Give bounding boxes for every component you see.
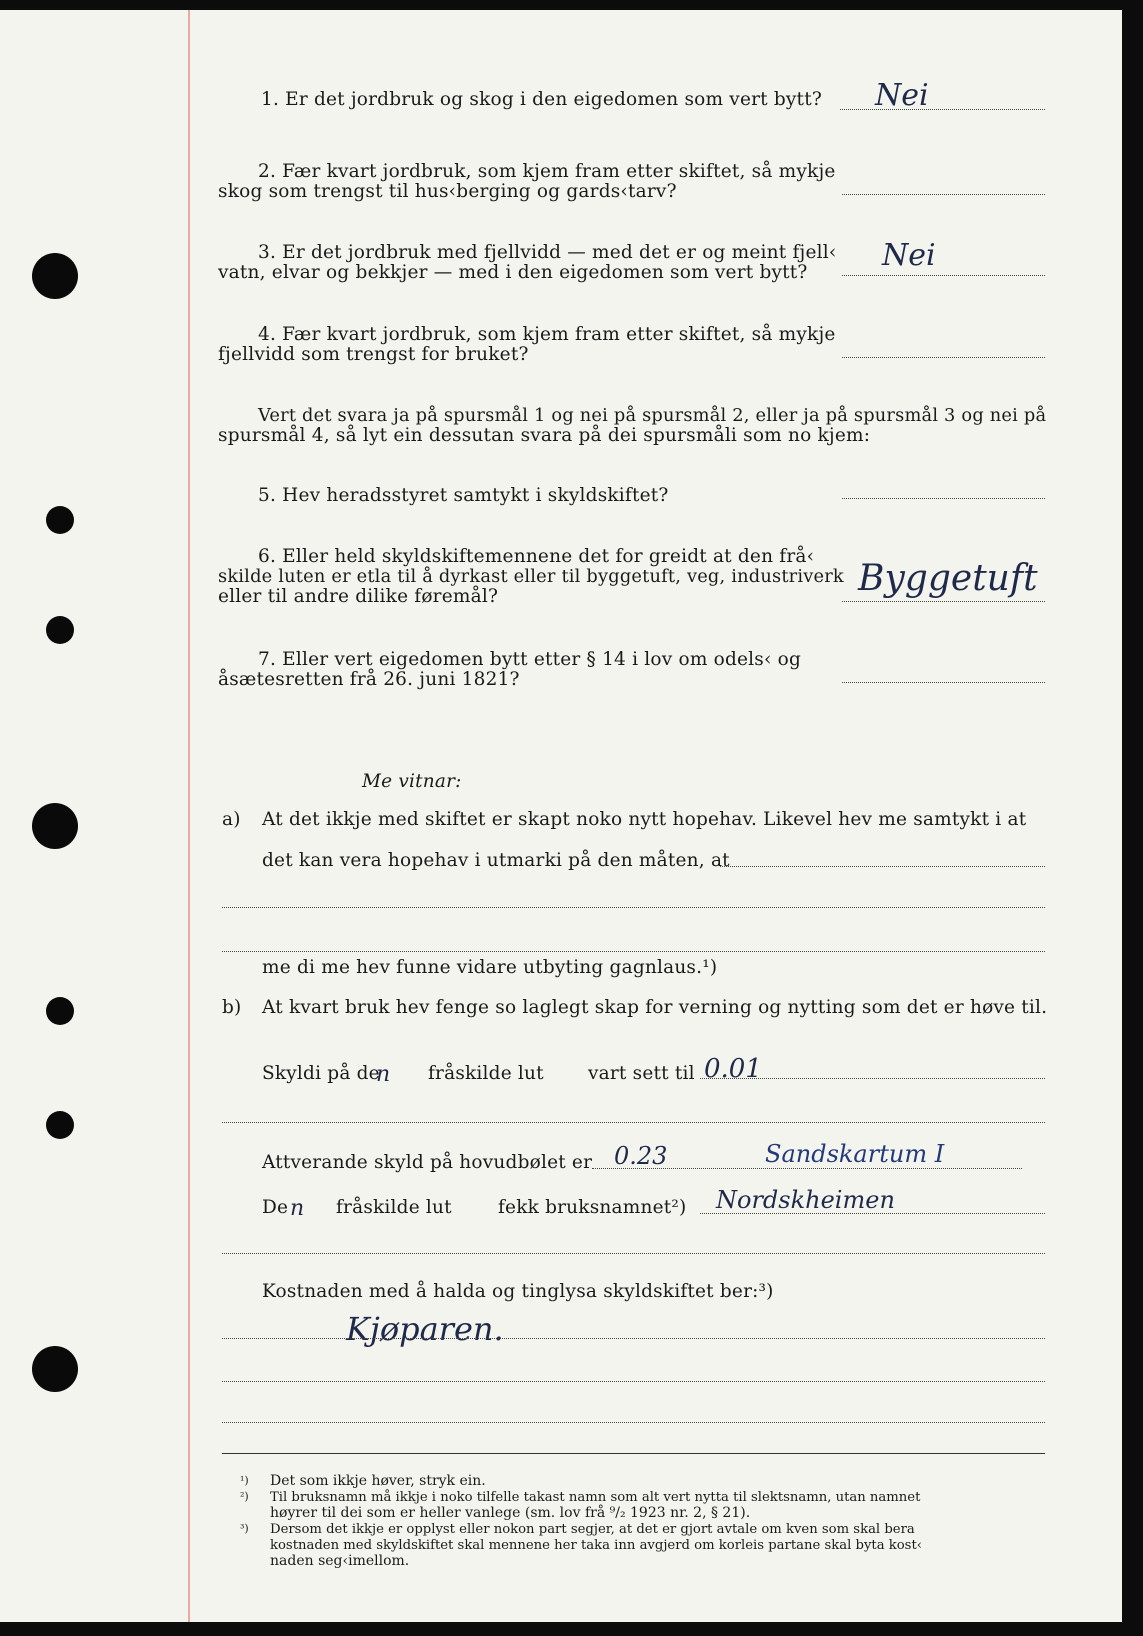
bruksnamn-middle: fråskilde lut <box>336 1197 452 1218</box>
item-a-line-3: me di me hev funne vidare utbyting gagnlaus.¹) <box>262 957 718 978</box>
skyld-prefix: Skyldi på de <box>262 1063 380 1084</box>
binder-hole <box>32 803 78 849</box>
question-5: 5. Hev heradsstyret samtykt i skyldskiftet? <box>258 485 669 506</box>
footnote-separator <box>222 1453 1045 1454</box>
skyld-suffix-handwritten: n <box>376 1062 391 1087</box>
answer-line-4 <box>842 357 1045 358</box>
item-a-line-1: At det ikkje med skiftet er skapt noko nytt hopehav. Likevel hev me samtykt i at <box>262 809 1027 830</box>
question-7-line-1: 7. Eller vert eigedomen bytt etter § 14 i lov om odels‹ og <box>258 649 802 670</box>
question-6-line-3: eller til andre dilike føremål? <box>218 586 499 607</box>
skyld-value-handwritten: 0.01 <box>704 1054 762 1084</box>
question-4-line-2: fjellvidd som trengst for bruket? <box>218 344 529 365</box>
footnote-2-line-1: Til bruksnamn må ikkje i noko tilfelle takast namn som alt vert nytta til slektsnamn, utan namnet <box>270 1490 921 1505</box>
question-2-line-2: skog som trengst til hus‹berging og gards‹tarv? <box>218 181 677 202</box>
answer-line-1 <box>840 109 1045 110</box>
footnote-2-mark: ²) <box>240 1490 249 1503</box>
fill-line <box>222 1122 1045 1123</box>
question-7-line-2: åsætesretten frå 26. juni 1821? <box>218 669 520 690</box>
margin-line <box>188 10 190 1622</box>
footnote-2-line-2: høyrer til dei som er heller vanlege (sm. lov frå ⁹/₂ 1923 nr. 2, § 21). <box>270 1505 751 1521</box>
question-4-line-1: 4. Fær kvart jordbruk, som kjem fram etter skiftet, så mykje <box>258 324 836 345</box>
question-1: 1. Er det jordbruk og skog i den eigedomen som vert bytt? <box>261 89 822 110</box>
remaining-label: Attverande skyld på hovudbølet er <box>262 1152 593 1173</box>
fill-line <box>222 1338 1045 1339</box>
fill-line <box>720 866 1045 867</box>
footnote-3-mark: ³) <box>240 1522 249 1535</box>
binder-hole <box>46 506 74 534</box>
farm-name-handwritten: Sandskartum I <box>765 1140 945 1168</box>
cost-label: Kostnaden med å halda og tinglysa skyldskiftet ber:³) <box>262 1281 774 1302</box>
bruksnamn-prefix: De <box>262 1197 289 1218</box>
skyld-middle: fråskilde lut <box>428 1063 544 1084</box>
fill-line <box>222 951 1045 952</box>
item-a-line-2: det kan vera hopehav i utmarki på den måten, at <box>262 850 730 871</box>
question-2-line-1: 2. Fær kvart jordbruk, som kjem fram etter skiftet, så mykje <box>258 161 836 182</box>
answer-1-handwritten: Nei <box>875 78 929 113</box>
fill-line <box>222 907 1045 908</box>
item-a-label: a) <box>222 809 241 830</box>
footnote-3-line-3: naden seg‹imellom. <box>270 1553 410 1569</box>
skyld-suffix: vart sett til <box>588 1063 695 1084</box>
binder-hole <box>46 1111 74 1139</box>
item-b-line-1: At kvart bruk hev fenge so laglegt skap for verning og nytting som det er høve til. <box>262 997 1048 1018</box>
binder-hole <box>46 997 74 1025</box>
binder-hole <box>32 1346 78 1392</box>
question-6-line-2: skilde luten er etla til å dyrkast eller til byggetuft, veg, industriverk <box>218 566 844 587</box>
instruction-line-2: spursmål 4, så lyt ein dessutan svara på dei spursmåli som no kjem: <box>218 425 871 446</box>
item-b-label: b) <box>222 997 242 1018</box>
question-3-line-1: 3. Er det jordbruk med fjellvidd — med det er og meint fjell‹ <box>258 242 837 263</box>
question-6-line-1: 6. Eller held skyldskiftemennene det for greidt at den frå‹ <box>258 546 815 567</box>
footnote-3-line-1: Dersom det ikkje er opplyst eller nokon part segjer, at det er gjort avtale om kven som skal bera <box>270 1522 915 1537</box>
bruksnamn-label: fekk bruksnamnet²) <box>498 1197 687 1218</box>
witness-heading: Me vitnar: <box>362 771 462 792</box>
answer-line-2 <box>842 194 1045 195</box>
form-page <box>0 10 1122 1622</box>
answer-6-handwritten: Byggetuft <box>858 558 1038 599</box>
footnote-1-mark: ¹) <box>240 1474 249 1487</box>
footnote-3-line-2: kostnaden med skyldskiftet skal mennene her taka inn avgjerd om korleis partane skal byta kost‹ <box>270 1538 923 1553</box>
question-3-line-2: vatn, elvar og bekkjer — med i den eigedomen som vert bytt? <box>218 262 808 283</box>
fill-line <box>222 1381 1045 1382</box>
footnote-1: Det som ikkje høver, stryk ein. <box>270 1473 486 1489</box>
bruksnamn-value-handwritten: Nordskheimen <box>716 1186 895 1214</box>
instruction-line-1: Vert det svara ja på spursmål 1 og nei på spursmål 2, eller ja på spursmål 3 og nei på <box>258 405 1047 426</box>
bruksnamn-suffix-handwritten: n <box>290 1196 305 1221</box>
binder-hole <box>46 616 74 644</box>
cost-value-handwritten: Kjøparen. <box>346 1310 504 1348</box>
binder-hole <box>32 253 78 299</box>
answer-line-5 <box>842 498 1045 499</box>
fill-line <box>222 1422 1045 1423</box>
answer-line-3 <box>842 275 1045 276</box>
remaining-value-handwritten: 0.23 <box>614 1142 668 1170</box>
answer-line-7 <box>842 682 1045 683</box>
answer-line-6 <box>842 601 1045 602</box>
fill-line <box>222 1253 1045 1254</box>
answer-3-handwritten: Nei <box>882 238 936 273</box>
